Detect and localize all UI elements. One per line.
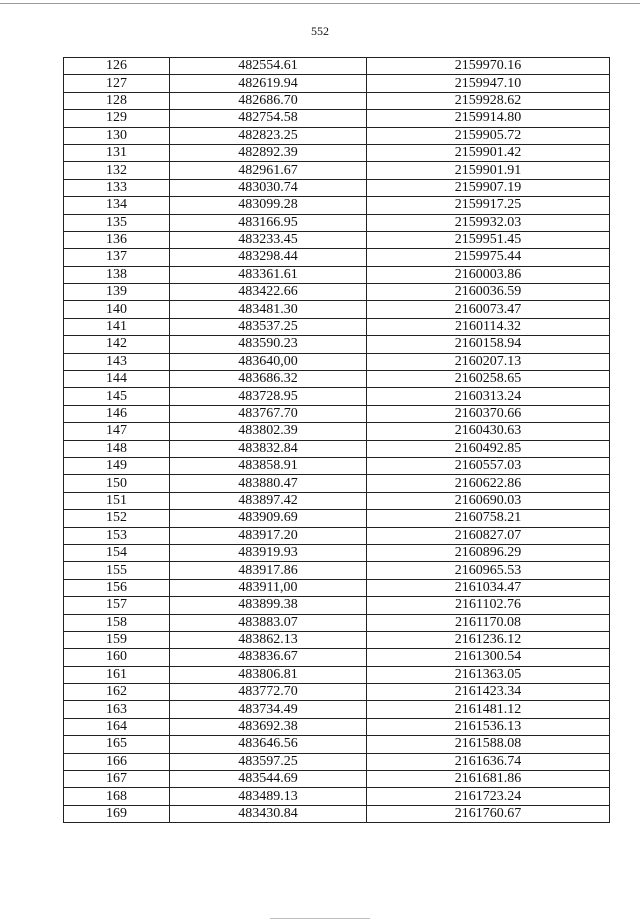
table-row (64, 788, 610, 805)
table-row (64, 110, 610, 127)
table-row (64, 510, 610, 527)
point-number-cell: 169 (64, 805, 170, 822)
y-coordinate-cell: 2160003.86 (367, 266, 610, 283)
point-number-cell: 126 (64, 58, 170, 75)
point-number-cell: 132 (64, 162, 170, 179)
y-coordinate-cell: 2161481.12 (367, 701, 610, 718)
y-coordinate-cell: 2161723.24 (367, 788, 610, 805)
point-number-cell: 165 (64, 736, 170, 753)
table-row (64, 127, 610, 144)
table-row (64, 475, 610, 492)
table-row (64, 666, 610, 683)
table-row (64, 701, 610, 718)
point-number-cell: 130 (64, 127, 170, 144)
table-row (64, 405, 610, 422)
y-coordinate-cell: 2160258.65 (367, 371, 610, 388)
point-number-cell: 166 (64, 753, 170, 770)
y-coordinate-cell: 2161588.08 (367, 736, 610, 753)
table-row (64, 736, 610, 753)
point-number-cell: 152 (64, 510, 170, 527)
x-coordinate-cell: 483911,00 (170, 579, 367, 596)
table-row (64, 684, 610, 701)
table-row (64, 457, 610, 474)
x-coordinate-cell: 483772.70 (170, 684, 367, 701)
table-row (64, 649, 610, 666)
table-row (64, 58, 610, 75)
table-row (64, 527, 610, 544)
y-coordinate-cell: 2161102.76 (367, 597, 610, 614)
x-coordinate-cell: 483544.69 (170, 771, 367, 788)
point-number-cell: 144 (64, 371, 170, 388)
y-coordinate-cell: 2160158.94 (367, 336, 610, 353)
table-row (64, 388, 610, 405)
x-coordinate-cell: 482554.61 (170, 58, 367, 75)
y-coordinate-cell: 2159901.91 (367, 162, 610, 179)
table-row (64, 179, 610, 196)
x-coordinate-cell: 483832.84 (170, 440, 367, 457)
y-coordinate-cell: 2159905.72 (367, 127, 610, 144)
x-coordinate-cell: 482619.94 (170, 75, 367, 92)
y-coordinate-cell: 2161760.67 (367, 805, 610, 822)
y-coordinate-cell: 2160370.66 (367, 405, 610, 422)
y-coordinate-cell: 2161423.34 (367, 684, 610, 701)
x-coordinate-cell: 483734.49 (170, 701, 367, 718)
table-row (64, 318, 610, 335)
y-coordinate-cell: 2160114.32 (367, 318, 610, 335)
x-coordinate-cell: 483917.20 (170, 527, 367, 544)
table-row (64, 423, 610, 440)
point-number-cell: 129 (64, 110, 170, 127)
x-coordinate-cell: 483166.95 (170, 214, 367, 231)
x-coordinate-cell: 483836.67 (170, 649, 367, 666)
y-coordinate-cell: 2159947.10 (367, 75, 610, 92)
point-number-cell: 153 (64, 527, 170, 544)
x-coordinate-cell: 483767.70 (170, 405, 367, 422)
page-number: 552 (311, 24, 329, 38)
y-coordinate-cell: 2160557.03 (367, 457, 610, 474)
y-coordinate-cell: 2159901.42 (367, 144, 610, 161)
x-coordinate-cell: 483880.47 (170, 475, 367, 492)
y-coordinate-cell: 2159951.45 (367, 231, 610, 248)
table-row (64, 440, 610, 457)
table-row (64, 371, 610, 388)
table-row (64, 301, 610, 318)
point-number-cell: 143 (64, 353, 170, 370)
point-number-cell: 142 (64, 336, 170, 353)
table-row (64, 718, 610, 735)
point-number-cell: 145 (64, 388, 170, 405)
y-coordinate-cell: 2159907.19 (367, 179, 610, 196)
table-row (64, 75, 610, 92)
y-coordinate-cell: 2160758.21 (367, 510, 610, 527)
x-coordinate-cell: 483917.86 (170, 562, 367, 579)
coordinates-table-body (64, 58, 610, 823)
point-number-cell: 150 (64, 475, 170, 492)
point-number-cell: 163 (64, 701, 170, 718)
y-coordinate-cell: 2161363.05 (367, 666, 610, 683)
y-coordinate-cell: 2161034.47 (367, 579, 610, 596)
point-number-cell: 146 (64, 405, 170, 422)
table-row (64, 562, 610, 579)
point-number-cell: 128 (64, 92, 170, 109)
point-number-cell: 158 (64, 614, 170, 631)
y-coordinate-cell: 2160827.07 (367, 527, 610, 544)
table-row (64, 631, 610, 648)
y-coordinate-cell: 2160430.63 (367, 423, 610, 440)
x-coordinate-cell: 483858.91 (170, 457, 367, 474)
point-number-cell: 148 (64, 440, 170, 457)
table-row (64, 249, 610, 266)
x-coordinate-cell: 483537.25 (170, 318, 367, 335)
table-row (64, 231, 610, 248)
coordinates-table (63, 57, 610, 823)
x-coordinate-cell: 483802.39 (170, 423, 367, 440)
point-number-cell: 162 (64, 684, 170, 701)
y-coordinate-cell: 2160690.03 (367, 492, 610, 509)
point-number-cell: 133 (64, 179, 170, 196)
y-coordinate-cell: 2160036.59 (367, 284, 610, 301)
point-number-cell: 167 (64, 771, 170, 788)
x-coordinate-cell: 482754.58 (170, 110, 367, 127)
x-coordinate-cell: 483030.74 (170, 179, 367, 196)
x-coordinate-cell: 483646.56 (170, 736, 367, 753)
x-coordinate-cell: 482892.39 (170, 144, 367, 161)
y-coordinate-cell: 2159975.44 (367, 249, 610, 266)
table-row (64, 197, 610, 214)
table-row (64, 162, 610, 179)
point-number-cell: 154 (64, 544, 170, 561)
x-coordinate-cell: 483919.93 (170, 544, 367, 561)
x-coordinate-cell: 483233.45 (170, 231, 367, 248)
x-coordinate-cell: 483481.30 (170, 301, 367, 318)
point-number-cell: 135 (64, 214, 170, 231)
x-coordinate-cell: 483862.13 (170, 631, 367, 648)
x-coordinate-cell: 483430.84 (170, 805, 367, 822)
bottom-rule (270, 918, 370, 919)
table-row (64, 544, 610, 561)
point-number-cell: 137 (64, 249, 170, 266)
point-number-cell: 164 (64, 718, 170, 735)
y-coordinate-cell: 2160207.13 (367, 353, 610, 370)
x-coordinate-cell: 483298.44 (170, 249, 367, 266)
table-row (64, 597, 610, 614)
y-coordinate-cell: 2161236.12 (367, 631, 610, 648)
table-row (64, 753, 610, 770)
y-coordinate-cell: 2160965.53 (367, 562, 610, 579)
y-coordinate-cell: 2160492.85 (367, 440, 610, 457)
y-coordinate-cell: 2161170.08 (367, 614, 610, 631)
point-number-cell: 131 (64, 144, 170, 161)
table-row (64, 771, 610, 788)
table-row (64, 214, 610, 231)
y-coordinate-cell: 2161300.54 (367, 649, 610, 666)
point-number-cell: 156 (64, 579, 170, 596)
x-coordinate-cell: 483686.32 (170, 371, 367, 388)
x-coordinate-cell: 483692.38 (170, 718, 367, 735)
y-coordinate-cell: 2161681.86 (367, 771, 610, 788)
x-coordinate-cell: 482686.70 (170, 92, 367, 109)
point-number-cell: 139 (64, 284, 170, 301)
y-coordinate-cell: 2161636.74 (367, 753, 610, 770)
point-number-cell: 160 (64, 649, 170, 666)
x-coordinate-cell: 482823.25 (170, 127, 367, 144)
x-coordinate-cell: 483728.95 (170, 388, 367, 405)
table-row (64, 614, 610, 631)
x-coordinate-cell: 483897.42 (170, 492, 367, 509)
y-coordinate-cell: 2159917.25 (367, 197, 610, 214)
point-number-cell: 134 (64, 197, 170, 214)
x-coordinate-cell: 483640,00 (170, 353, 367, 370)
x-coordinate-cell: 483489.13 (170, 788, 367, 805)
table-row (64, 284, 610, 301)
point-number-cell: 149 (64, 457, 170, 474)
y-coordinate-cell: 2161536.13 (367, 718, 610, 735)
point-number-cell: 151 (64, 492, 170, 509)
x-coordinate-cell: 483806.81 (170, 666, 367, 683)
point-number-cell: 157 (64, 597, 170, 614)
y-coordinate-cell: 2160896.29 (367, 544, 610, 561)
x-coordinate-cell: 483590.23 (170, 336, 367, 353)
y-coordinate-cell: 2159914.80 (367, 110, 610, 127)
y-coordinate-cell: 2159928.62 (367, 92, 610, 109)
x-coordinate-cell: 483597.25 (170, 753, 367, 770)
point-number-cell: 159 (64, 631, 170, 648)
point-number-cell: 155 (64, 562, 170, 579)
y-coordinate-cell: 2159970.16 (367, 58, 610, 75)
x-coordinate-cell: 483883.07 (170, 614, 367, 631)
table-row (64, 336, 610, 353)
x-coordinate-cell: 483099.28 (170, 197, 367, 214)
table-row (64, 266, 610, 283)
y-coordinate-cell: 2160073.47 (367, 301, 610, 318)
table-row (64, 492, 610, 509)
table-row (64, 805, 610, 822)
x-coordinate-cell: 483909.69 (170, 510, 367, 527)
point-number-cell: 141 (64, 318, 170, 335)
point-number-cell: 140 (64, 301, 170, 318)
x-coordinate-cell: 483422.66 (170, 284, 367, 301)
point-number-cell: 161 (64, 666, 170, 683)
point-number-cell: 138 (64, 266, 170, 283)
point-number-cell: 136 (64, 231, 170, 248)
table-row (64, 353, 610, 370)
top-rule (0, 3, 640, 4)
table-row (64, 92, 610, 109)
x-coordinate-cell: 483361.61 (170, 266, 367, 283)
x-coordinate-cell: 482961.67 (170, 162, 367, 179)
y-coordinate-cell: 2160313.24 (367, 388, 610, 405)
x-coordinate-cell: 483899.38 (170, 597, 367, 614)
y-coordinate-cell: 2160622.86 (367, 475, 610, 492)
y-coordinate-cell: 2159932.03 (367, 214, 610, 231)
point-number-cell: 168 (64, 788, 170, 805)
point-number-cell: 147 (64, 423, 170, 440)
point-number-cell: 127 (64, 75, 170, 92)
table-row (64, 579, 610, 596)
table-row (64, 144, 610, 161)
